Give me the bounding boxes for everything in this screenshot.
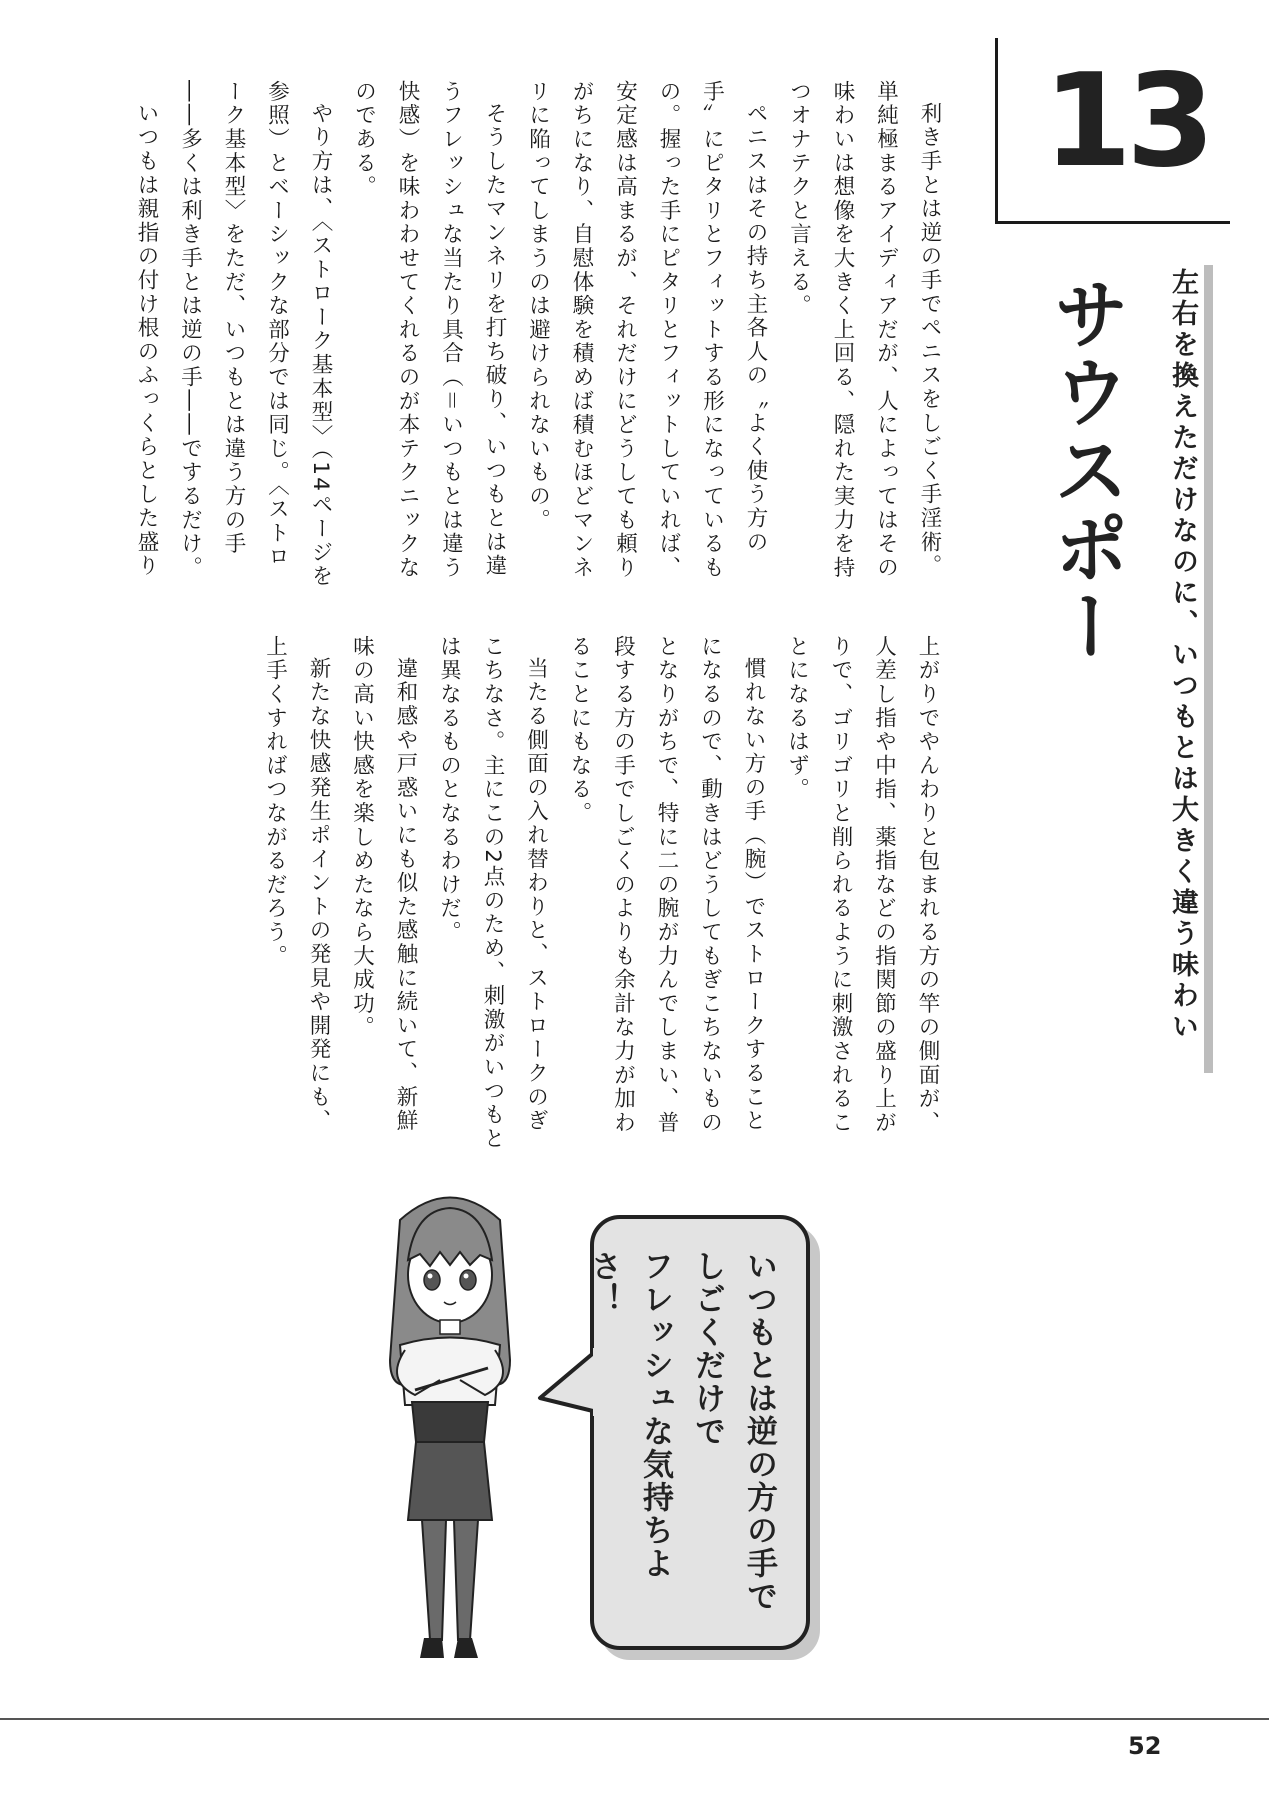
body-paragraph: 当たる側面の入れ替わりと、ストロークのぎこちなさ。主にこの2点のため、刺激がいつもとは異なるものとなるわけだ。 bbox=[436, 635, 549, 1151]
body-text-upper bbox=[134, 80, 951, 590]
body-paragraph: ペニスはその持ち主各人の〝よく使う方の手〟にピタリとフィットする形になっているもの。握った手にピタリとフィットしていれば、安定感は高まるが、それだけにどうしても頼りがちになり、自慰体験を積めば積むほどマンネリに陥ってしまうのは避けられないもの。 bbox=[525, 80, 768, 580]
body-paragraph: 違和感や戸惑いにも似た感触に続いて、新鮮味の高い快感を楽しめたなら大成功。 bbox=[349, 635, 418, 1133]
body-paragraph: 利き手とは逆の手でペニスをしごく手淫術。単純極まるアイディアだが、人によってはその味わいは想像を大きく上回る、隠れた実力を持つオナテクと言える。 bbox=[786, 80, 942, 580]
body-text-lower bbox=[262, 635, 949, 1155]
chapter-header-box bbox=[995, 38, 1230, 224]
body-paragraph: 上がりでやんわりと包まれる方の竿の側面が、人差し指や中指、薬指などの指関節の盛り上がりで、ゴリゴリと削られるように刺激されることになるはず。 bbox=[784, 635, 940, 1135]
footer-rule bbox=[0, 1718, 1269, 1720]
body-paragraph: いつもは親指の付け根のふっくらとした盛り bbox=[134, 101, 159, 578]
page-title: サウスポー bbox=[1041, 275, 1130, 665]
page-subtitle: 左右を換えただけなのに、いつもとは大きく違う味わい bbox=[1167, 268, 1198, 1043]
speech-line-1: いつもとは逆の方の手で bbox=[741, 1250, 777, 1613]
body-paragraph: 新たな快感発生ポイントの発見や開発にも、上手くすればつながるだろう。 bbox=[262, 635, 331, 1133]
page-number: 52 bbox=[1128, 1732, 1162, 1760]
speech-bubble-text bbox=[585, 1250, 785, 1630]
chapter-number: 13 bbox=[1043, 47, 1210, 196]
body-paragraph: 慣れない方の手（腕）でストロークすることになるので、動きはどうしてもぎこちないものとなりがちで、特に二の腕が力んでしまい、普段する方の手でしごくのよりも余計な力が加わることにもなる。 bbox=[567, 635, 766, 1135]
body-paragraph: そうしたマンネリを打ち破り、いつもとは違うフレッシュな当たり具合（＝いつもとは違う快感）を味わわせてくれるのが本テクニックなのである。 bbox=[351, 80, 507, 580]
speech-line-3: フレッシュな気持ちよさ！ bbox=[585, 1250, 673, 1580]
body-paragraph: やり方は、〈ストローク基本型〉（14ページを参照）とベーシックな部分では同じ。〈ストローク基本型〉をただ、いつもとは違う方の手――多くは利き手とは逆の手――でするだけ。 bbox=[177, 80, 333, 588]
speech-line-2: しごくだけで bbox=[689, 1250, 725, 1448]
character-illustration bbox=[360, 1180, 540, 1665]
